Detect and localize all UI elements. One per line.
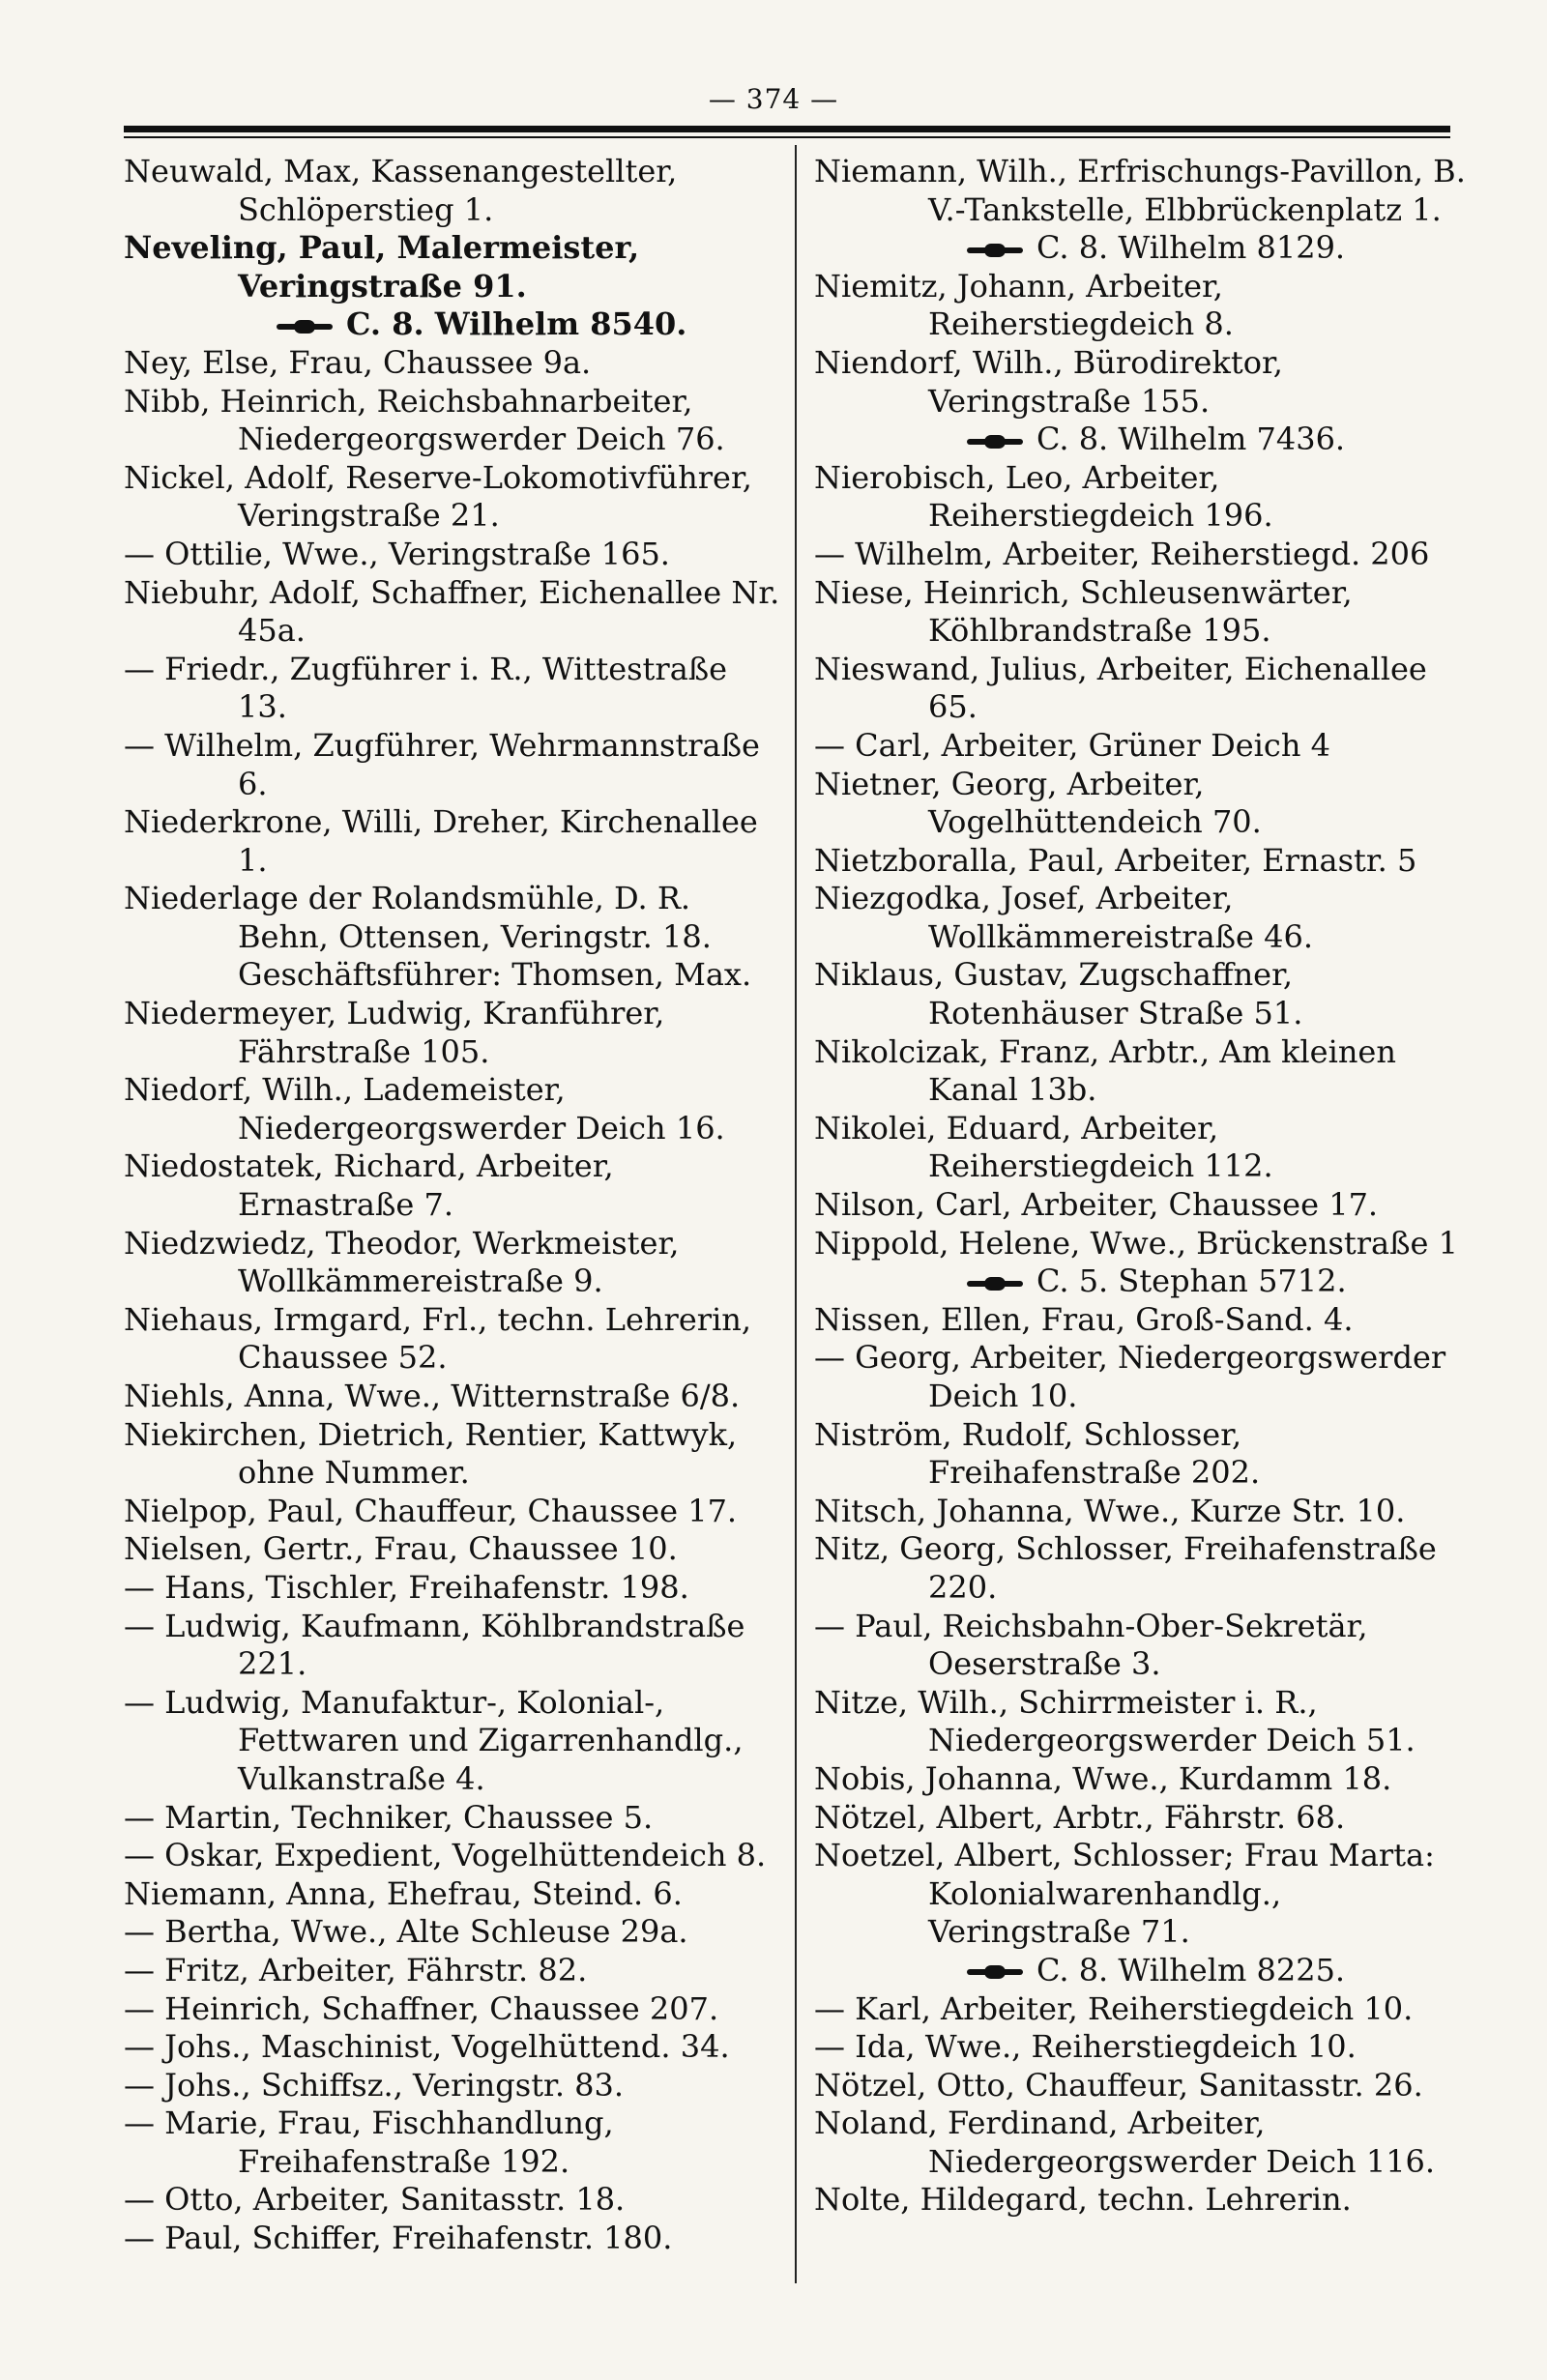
telephone-icon <box>967 1965 1023 1979</box>
directory-entry <box>814 880 1472 956</box>
entry-text: — Bertha, Wwe., Alte Schleuse 29a. <box>124 1913 688 1951</box>
directory-entry <box>124 1416 781 1493</box>
directory-entry <box>814 1033 1472 1110</box>
directory-entry <box>814 1110 1472 1186</box>
directory-entry <box>124 727 781 803</box>
entry-text: — Hans, Tischler, Freihafenstr. 198. <box>124 1568 689 1606</box>
entry-text: Nietner, Georg, Arbeiter, Vogelhüttendeich 70. <box>814 765 1262 841</box>
header-rule-thin <box>124 136 1450 138</box>
telephone-line <box>928 421 1472 459</box>
entry-text: Niezgodka, Josef, Arbeiter, Wollkämmereistraße 46. <box>814 880 1314 955</box>
entry-text: Niederkrone, Willi, Dreher, Kirchenallee 1. <box>124 803 758 879</box>
directory-entry <box>814 1760 1472 1799</box>
entry-text: Niemann, Wilh., Erfrischungs-Pavillon, B. V.-Tankstelle, Elbbrückenplatz 1. <box>814 153 1466 228</box>
entry-text: Nielpop, Paul, Chauffeur, Chaussee 17. <box>124 1492 738 1529</box>
directory-entry <box>124 2028 781 2067</box>
directory-entry <box>814 1225 1472 1301</box>
entry-text: — Fritz, Arbeiter, Fährstr. 82. <box>124 1951 588 1988</box>
entry-text: Niedermeyer, Ludwig, Kranführer, Fährstraße 105. <box>124 995 665 1070</box>
directory-entry <box>814 459 1472 536</box>
directory-entry <box>814 1530 1472 1607</box>
telephone-number: C. 8. Wilhelm 7436. <box>1036 421 1346 458</box>
telephone-number: C. 5. Stephan 5712. <box>1036 1263 1347 1300</box>
entry-text: Nippold, Helene, Wwe., Brückenstraße 1 <box>814 1224 1458 1262</box>
entry-text: Noland, Ferdinand, Arbeiter, Niedergeorgswerder Deich 116. <box>814 2104 1436 2180</box>
page-number: — 374 — <box>708 83 839 115</box>
entry-text: Niström, Rudolf, Schlosser, Freihafenstraße 202. <box>814 1415 1261 1492</box>
entry-text: Nietzboralla, Paul, Arbeiter, Ernastr. 5 <box>814 841 1417 879</box>
directory-entry <box>814 1416 1472 1493</box>
directory-entry <box>124 1569 781 1608</box>
directory-entry <box>814 1684 1472 1760</box>
directory-entry <box>814 153 1472 268</box>
entry-text: Niendorf, Wilh., Bürodirektor, Veringstraße 155. <box>814 343 1283 420</box>
telephone-icon <box>967 1277 1023 1291</box>
directory-entry <box>124 1990 781 2029</box>
directory-entry <box>124 2104 781 2181</box>
directory-entry <box>814 344 1472 459</box>
entry-text: — Marie, Frau, Fischhandlung, Freihafenstraße 192. <box>124 2104 614 2180</box>
directory-entry <box>124 2220 781 2258</box>
entry-text: — Wilhelm, Zugführer, Wehrmannstraße 6. <box>124 726 760 802</box>
directory-entry <box>814 2104 1472 2181</box>
entry-text: Nissen, Ellen, Frau, Groß-Sand. 4. <box>814 1300 1354 1338</box>
directory-entry <box>124 1493 781 1531</box>
directory-entry <box>814 727 1472 766</box>
telephone-icon <box>277 320 333 334</box>
entry-text: Nickel, Adolf, Reserve-Lokomotivführer, Veringstraße 21. <box>124 458 752 535</box>
entry-text: — Martin, Techniker, Chaussee 5. <box>124 1798 654 1836</box>
telephone-number: C. 8. Wilhelm 8540. <box>346 305 687 343</box>
column-divider <box>795 145 797 2283</box>
entry-text: — Karl, Arbeiter, Reiherstiegdeich 10. <box>814 1989 1414 2027</box>
directory-entry <box>124 2067 781 2105</box>
entry-text: — Carl, Arbeiter, Grüner Deich 4 <box>814 726 1330 764</box>
directory-entry <box>124 880 781 995</box>
entry-text: — Johs., Maschinist, Vogelhüttend. 34. <box>124 2028 730 2066</box>
directory-entry <box>124 1608 781 1684</box>
directory-entry <box>814 1186 1472 1225</box>
directory-entry <box>124 536 781 574</box>
directory-entry <box>814 2181 1472 2220</box>
entry-text: Niedzwiedz, Theodor, Werkmeister, Wollkämmereistraße 9. <box>124 1224 680 1300</box>
directory-entry <box>124 344 781 383</box>
entry-text: — Ottilie, Wwe., Veringstraße 165. <box>124 535 670 572</box>
directory-entry <box>124 803 781 880</box>
telephone-icon <box>967 244 1023 257</box>
directory-entry <box>814 268 1472 344</box>
entry-text: — Ida, Wwe., Reiherstiegdeich 10. <box>814 2028 1357 2066</box>
entry-text: Niese, Heinrich, Schleusenwärter, Köhlbrandstraße 195. <box>814 573 1353 650</box>
left-column <box>124 153 781 2258</box>
directory-entry <box>814 956 1472 1032</box>
entry-text: Nikolcizak, Franz, Arbtr., Am kleinen Kanal 13b. <box>814 1032 1396 1109</box>
directory-entry <box>124 1684 781 1799</box>
entry-text: Niemitz, Johann, Arbeiter, Reiherstiegdeich 8. <box>814 267 1234 343</box>
entry-text: — Wilhelm, Arbeiter, Reiherstiegd. 206 <box>814 535 1430 572</box>
entry-text: Nielsen, Gertr., Frau, Chaussee 10. <box>124 1530 678 1568</box>
entry-text: Nierobisch, Leo, Arbeiter, Reiherstiegdeich 196. <box>814 458 1273 535</box>
telephone-line <box>928 1263 1472 1301</box>
entry-text: Nibb, Heinrich, Reichsbahnarbeiter, Niedergeorgswerder Deich 76. <box>124 382 725 458</box>
directory-entry <box>124 1071 781 1147</box>
directory-entry <box>124 2181 781 2220</box>
entry-text: Neveling, Paul, Malermeister, Veringstraße 91. <box>124 229 640 305</box>
entry-text: — Friedr., Zugführer i. R., Wittestraße 13. <box>124 650 728 726</box>
entry-text: Nieswand, Julius, Arbeiter, Eichenallee 65. <box>814 650 1427 726</box>
directory-entry <box>814 2028 1472 2067</box>
directory-entry <box>124 1301 781 1378</box>
entry-text: Niederlage der Rolandsmühle, D. R. Behn, Ottensen, Veringstr. 18. Geschäftsführer: Thomsen, Max. <box>124 880 752 994</box>
directory-entry <box>124 1378 781 1416</box>
entry-text: Niedostatek, Richard, Arbeiter, Ernastraße 7. <box>124 1147 614 1224</box>
directory-entry <box>124 383 781 459</box>
entry-text: — Johs., Schiffsz., Veringstr. 83. <box>124 2066 625 2104</box>
directory-entry <box>124 1913 781 1952</box>
entry-text: — Otto, Arbeiter, Sanitasstr. 18. <box>124 2181 626 2219</box>
directory-entry <box>814 1301 1472 1340</box>
header-rule <box>124 126 1450 132</box>
entry-text: Nobis, Johanna, Wwe., Kurdamm 18. <box>814 1759 1392 1797</box>
entry-text: Ney, Else, Frau, Chaussee 9a. <box>124 343 592 381</box>
telephone-number: C. 8. Wilhelm 8129. <box>1036 229 1346 267</box>
directory-entry <box>814 1608 1472 1684</box>
entry-text: — Paul, Reichsbahn-Ober-Sekretär, Oeserstraße 3. <box>814 1607 1368 1683</box>
entry-text: Noetzel, Albert, Schlosser; Frau Marta: Kolonialwarenhandlg., Veringstraße 71. <box>814 1837 1435 1951</box>
directory-entry <box>814 1837 1472 1989</box>
entry-text: Nötzel, Albert, Arbtr., Fährstr. 68. <box>814 1798 1346 1836</box>
telephone-line <box>928 229 1472 268</box>
directory-entry <box>124 1837 781 1875</box>
entry-text: Niemann, Anna, Ehefrau, Steind. 6. <box>124 1874 683 1912</box>
right-column <box>814 153 1472 2220</box>
telephone-line <box>928 1952 1472 1990</box>
entry-text: Niedorf, Wilh., Lademeister, Niedergeorgswerder Deich 16. <box>124 1071 725 1146</box>
entry-text: — Paul, Schiffer, Freihafenstr. 180. <box>124 2220 673 2257</box>
directory-entry <box>814 1799 1472 1838</box>
entry-text: Niekirchen, Dietrich, Rentier, Kattwyk, ohne Nummer. <box>124 1415 738 1492</box>
entry-text: Niklaus, Gustav, Zugschaffner, Rotenhäuser Straße 51. <box>814 956 1303 1032</box>
entry-text: Nilson, Carl, Arbeiter, Chaussee 17. <box>814 1186 1379 1224</box>
directory-entry <box>124 1799 781 1838</box>
directory-entry <box>814 766 1472 842</box>
telephone-number: C. 8. Wilhelm 8225. <box>1036 1951 1346 1988</box>
telephone-line <box>238 305 781 344</box>
directory-entry <box>124 1225 781 1301</box>
entry-text: Nitsch, Johanna, Wwe., Kurze Str. 10. <box>814 1492 1406 1529</box>
directory-entry <box>814 536 1472 574</box>
entry-text: Nötzel, Otto, Chauffeur, Sanitasstr. 26. <box>814 2066 1423 2104</box>
entry-text: — Oskar, Expedient, Vogelhüttendeich 8. <box>124 1837 767 1874</box>
directory-entry <box>814 1493 1472 1531</box>
entry-text: — Ludwig, Kaufmann, Köhlbrandstraße 221. <box>124 1607 745 1683</box>
directory-entry <box>124 1147 781 1224</box>
directory-entry <box>814 651 1472 727</box>
directory-entry <box>124 229 781 344</box>
directory-entry <box>814 1339 1472 1415</box>
directory-entry <box>124 995 781 1071</box>
entry-text: Neuwald, Max, Kassenangestellter, Schlöperstieg 1. <box>124 153 678 228</box>
directory-entry <box>124 1952 781 1990</box>
entry-text: — Ludwig, Manufaktur-, Kolonial-, Fettwaren und Zigarrenhandlg., Vulkanstraße 4. <box>124 1683 744 1797</box>
entry-text: Niehls, Anna, Wwe., Witternstraße 6/8. <box>124 1378 741 1414</box>
directory-entry <box>814 2067 1472 2105</box>
directory-entry <box>124 153 781 229</box>
directory-entry <box>814 574 1472 651</box>
entry-text: Nikolei, Eduard, Arbeiter, Reiherstiegdeich 112. <box>814 1109 1273 1185</box>
entry-text: Niehaus, Irmgard, Frl., techn. Lehrerin, Chaussee 52. <box>124 1300 752 1377</box>
directory-entry <box>124 574 781 651</box>
directory-entry <box>124 651 781 727</box>
entry-text: Nitz, Georg, Schlosser, Freihafenstraße 220. <box>814 1530 1437 1606</box>
entry-text: — Heinrich, Schaffner, Chaussee 207. <box>124 1989 719 2027</box>
directory-entry <box>814 842 1472 881</box>
entry-text: Niebuhr, Adolf, Schaffner, Eichenallee Nr. 45a. <box>124 573 780 650</box>
telephone-icon <box>967 435 1023 449</box>
entry-text: — Georg, Arbeiter, Niedergeorgswerder Deich 10. <box>814 1339 1446 1414</box>
directory-entry <box>124 1530 781 1569</box>
entry-text: Nitze, Wilh., Schirrmeister i. R., Niedergeorgswerder Deich 51. <box>814 1683 1416 1759</box>
directory-entry <box>814 1990 1472 2029</box>
directory-entry <box>124 1875 781 1914</box>
directory-entry <box>124 459 781 536</box>
entry-text: Nolte, Hildegard, techn. Lehrerin. <box>814 2181 1352 2219</box>
